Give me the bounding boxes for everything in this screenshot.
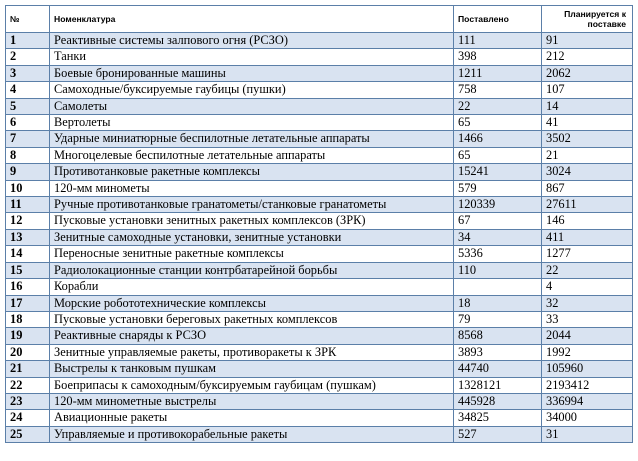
table-row [6, 262, 633, 278]
table-row [6, 279, 633, 295]
header-planned-line1: Планируется к [564, 9, 626, 19]
row-num: 25 [6, 426, 50, 442]
row-delivered: 15241 [454, 164, 542, 180]
row-num: 19 [6, 328, 50, 344]
table-row [6, 131, 633, 147]
row-planned: 21 [542, 147, 633, 163]
row-name: Вертолеты [50, 115, 454, 131]
row-delivered: 445928 [454, 393, 542, 409]
row-name: 120-мм минометы [50, 180, 454, 196]
row-planned: 2193412 [542, 377, 633, 393]
row-planned: 34000 [542, 410, 633, 426]
table-row [6, 328, 633, 344]
row-planned: 212 [542, 49, 633, 65]
row-planned: 4 [542, 279, 633, 295]
row-num: 23 [6, 393, 50, 409]
row-num: 14 [6, 246, 50, 262]
row-planned: 146 [542, 213, 633, 229]
row-name: Управляемые и противокорабельные ракеты [50, 426, 454, 442]
row-num: 3 [6, 65, 50, 81]
row-name: Авиационные ракеты [50, 410, 454, 426]
document-page [5, 5, 632, 443]
row-name: Реактивные снаряды к РСЗО [50, 328, 454, 344]
table-row [6, 426, 633, 442]
row-num: 21 [6, 361, 50, 377]
row-delivered: 3893 [454, 344, 542, 360]
row-num: 11 [6, 197, 50, 213]
row-delivered: 8568 [454, 328, 542, 344]
table-row [6, 246, 633, 262]
table-row [6, 49, 633, 65]
row-num: 7 [6, 131, 50, 147]
header-planned-line2: поставке [587, 19, 626, 29]
row-delivered: 1466 [454, 131, 542, 147]
row-planned: 411 [542, 229, 633, 245]
supply-table [5, 5, 633, 443]
row-planned: 33 [542, 311, 633, 327]
row-num: 1 [6, 33, 50, 49]
row-delivered: 120339 [454, 197, 542, 213]
row-name: Морские робототехнические комплексы [50, 295, 454, 311]
table-row [6, 295, 633, 311]
row-name: Реактивные системы залпового огня (РСЗО) [50, 33, 454, 49]
row-delivered: 65 [454, 147, 542, 163]
row-delivered: 18 [454, 295, 542, 311]
row-planned: 1992 [542, 344, 633, 360]
row-num: 16 [6, 279, 50, 295]
row-delivered: 527 [454, 426, 542, 442]
row-num: 15 [6, 262, 50, 278]
row-planned: 3024 [542, 164, 633, 180]
row-planned: 3502 [542, 131, 633, 147]
row-name: Самоходные/буксируемые гаубицы (пушки) [50, 82, 454, 98]
table-row [6, 213, 633, 229]
row-name: Многоцелевые беспилотные летательные аппараты [50, 147, 454, 163]
row-name: Боевые бронированные машины [50, 65, 454, 81]
row-delivered: 34 [454, 229, 542, 245]
row-name: Радиолокационные станции контрбатарейной борьбы [50, 262, 454, 278]
row-planned: 2062 [542, 65, 633, 81]
row-num: 22 [6, 377, 50, 393]
row-num: 6 [6, 115, 50, 131]
row-delivered: 1328121 [454, 377, 542, 393]
row-delivered: 111 [454, 33, 542, 49]
table-row [6, 65, 633, 81]
row-num: 4 [6, 82, 50, 98]
row-delivered: 22 [454, 98, 542, 114]
row-name: Корабли [50, 279, 454, 295]
row-num: 12 [6, 213, 50, 229]
row-name: Пусковые установки зенитных ракетных комплексов (ЗРК) [50, 213, 454, 229]
table-row [6, 377, 633, 393]
row-planned: 105960 [542, 361, 633, 377]
row-name: Самолеты [50, 98, 454, 114]
row-planned: 336994 [542, 393, 633, 409]
table-row [6, 98, 633, 114]
row-planned: 31 [542, 426, 633, 442]
row-num: 20 [6, 344, 50, 360]
table-row [6, 115, 633, 131]
row-delivered: 398 [454, 49, 542, 65]
table-row [6, 229, 633, 245]
row-name: Боеприпасы к самоходным/буксируемым гаубицам (пушкам) [50, 377, 454, 393]
row-num: 2 [6, 49, 50, 65]
table-row [6, 311, 633, 327]
header-num: № [6, 6, 50, 33]
table-header-row [6, 6, 633, 33]
header-name: Номенклатура [50, 6, 454, 33]
row-name: Выстрелы к танковым пушкам [50, 361, 454, 377]
row-delivered: 34825 [454, 410, 542, 426]
table-row [6, 410, 633, 426]
row-delivered [454, 279, 542, 295]
row-num: 8 [6, 147, 50, 163]
row-delivered: 110 [454, 262, 542, 278]
row-planned: 27611 [542, 197, 633, 213]
table-row [6, 361, 633, 377]
table-row [6, 147, 633, 163]
row-delivered: 579 [454, 180, 542, 196]
row-num: 18 [6, 311, 50, 327]
row-delivered: 1211 [454, 65, 542, 81]
row-num: 9 [6, 164, 50, 180]
table-row [6, 164, 633, 180]
row-delivered: 67 [454, 213, 542, 229]
row-planned: 1277 [542, 246, 633, 262]
row-name: Ударные миниатюрные беспилотные летательные аппараты [50, 131, 454, 147]
table-row [6, 82, 633, 98]
row-name: Зенитные управляемые ракеты, противоракеты к ЗРК [50, 344, 454, 360]
row-num: 24 [6, 410, 50, 426]
row-planned: 22 [542, 262, 633, 278]
row-name: Ручные противотанковые гранатометы/станковые гранатометы [50, 197, 454, 213]
row-name: Танки [50, 49, 454, 65]
row-delivered: 758 [454, 82, 542, 98]
row-delivered: 65 [454, 115, 542, 131]
row-delivered: 5336 [454, 246, 542, 262]
row-planned: 41 [542, 115, 633, 131]
row-num: 13 [6, 229, 50, 245]
table-row [6, 344, 633, 360]
row-planned: 91 [542, 33, 633, 49]
row-num: 5 [6, 98, 50, 114]
header-planned [542, 6, 633, 33]
table-row [6, 197, 633, 213]
row-planned: 14 [542, 98, 633, 114]
row-delivered: 79 [454, 311, 542, 327]
table-row [6, 393, 633, 409]
row-name: Зенитные самоходные установки, зенитные установки [50, 229, 454, 245]
row-delivered: 44740 [454, 361, 542, 377]
row-planned: 107 [542, 82, 633, 98]
header-delivered: Поставлено [454, 6, 542, 33]
row-name: Пусковые установки береговых ракетных комплексов [50, 311, 454, 327]
table-row [6, 33, 633, 49]
row-planned: 2044 [542, 328, 633, 344]
row-num: 17 [6, 295, 50, 311]
row-name: 120-мм минометные выстрелы [50, 393, 454, 409]
row-name: Переносные зенитные ракетные комплексы [50, 246, 454, 262]
row-num: 10 [6, 180, 50, 196]
table-row [6, 180, 633, 196]
row-name: Противотанковые ракетные комплексы [50, 164, 454, 180]
row-planned: 32 [542, 295, 633, 311]
row-planned: 867 [542, 180, 633, 196]
